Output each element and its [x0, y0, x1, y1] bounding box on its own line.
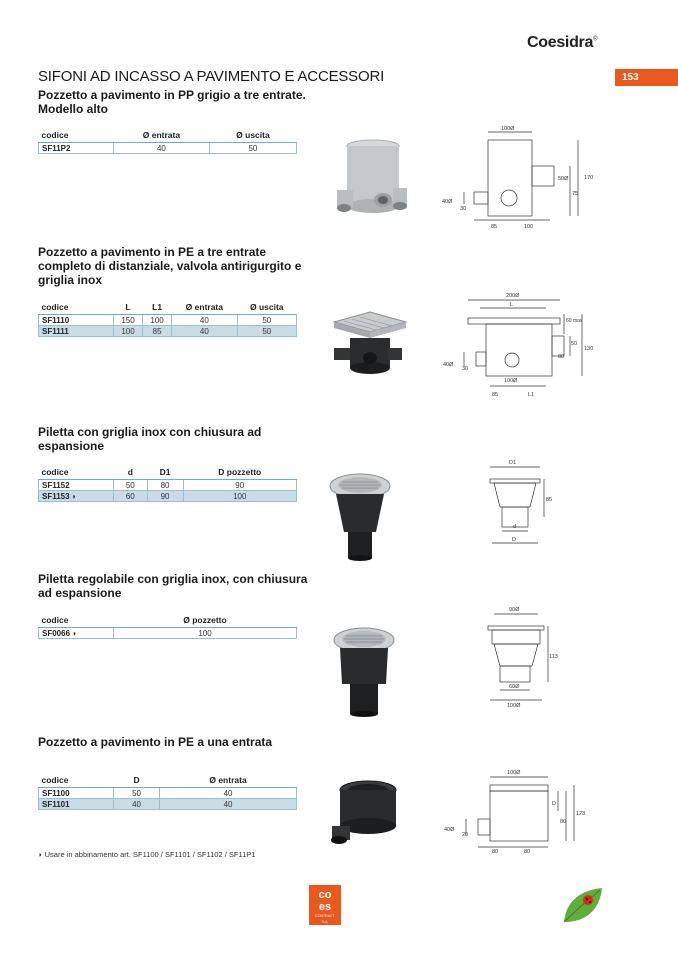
cell: 40 — [172, 315, 237, 326]
dim-label: 90Ø — [509, 607, 520, 613]
dim-label: 20 — [462, 832, 469, 838]
product-photo-single-inlet — [330, 780, 402, 850]
section-title: Pozzetto a pavimento in PP grigio a tre entrate. Modello alto — [38, 88, 306, 116]
cell: 40 — [172, 326, 237, 337]
cell: 150 — [114, 315, 143, 326]
cell: 100 — [183, 491, 296, 502]
dim-label: 100Ø — [501, 126, 515, 132]
col-header: L — [114, 302, 143, 315]
cell: 60 — [114, 491, 148, 502]
cell: 85 — [143, 326, 172, 337]
dim-label: 113 — [549, 654, 558, 660]
cell: 40 — [114, 143, 210, 154]
section-title: Piletta con griglia inox con chiusura ad espansione — [38, 425, 262, 453]
dim-label: 80 — [558, 354, 565, 360]
section-sf1100 — [38, 735, 318, 749]
spec-table-sf1100 — [38, 775, 297, 810]
dim-label: 30 — [460, 206, 467, 212]
cell: 50 — [209, 143, 296, 154]
cell-code: SF1101 — [39, 799, 114, 810]
dim-label: 130 — [584, 346, 594, 352]
cell-code: SF1110 — [39, 315, 114, 326]
table-row — [39, 491, 297, 502]
product-photo-pe-trap-grid — [330, 308, 408, 380]
table-row — [39, 788, 297, 799]
col-header: codice — [39, 775, 114, 788]
cell: 50 — [237, 315, 296, 326]
dim-label: D — [552, 801, 556, 807]
dim-label: 100 — [524, 224, 534, 230]
col-header: d — [114, 467, 148, 480]
cell: 50 — [114, 788, 160, 799]
dim-label: 200Ø — [506, 293, 520, 299]
col-header: codice — [39, 302, 114, 315]
dim-label: 80 — [560, 819, 567, 825]
page-number-badge: 153 — [615, 69, 678, 86]
page-title: SIFONI AD INCASSO A PAVIMENTO E ACCESSORI — [38, 68, 385, 85]
technical-drawing-sf11p2 — [438, 122, 598, 232]
coes-contract-logo — [309, 885, 341, 925]
cell: 50 — [237, 326, 296, 337]
cell: 90 — [183, 480, 296, 491]
table-row — [39, 480, 297, 491]
technical-drawing-sf1152 — [480, 455, 560, 550]
dim-label: 60Ø — [509, 684, 520, 690]
logo-text: S.A. — [321, 920, 329, 924]
product-photo-pp-trap — [335, 138, 410, 218]
cell-code: SF0066 ◗ — [39, 628, 114, 639]
col-header: Ø uscita — [209, 130, 296, 143]
dim-label: 85 — [491, 224, 498, 230]
dim-label: 60 max — [566, 318, 583, 324]
technical-drawing-sf1110 — [440, 288, 600, 400]
section-sf11p2 — [38, 88, 318, 116]
col-header: L1 — [143, 302, 172, 315]
technical-drawing-sf1100 — [440, 765, 590, 855]
dim-label: 100Ø — [504, 378, 518, 384]
dim-label: L1 — [528, 392, 535, 398]
dim-label: 170 — [584, 175, 594, 181]
col-header: Ø uscita — [237, 302, 296, 315]
col-header: Ø entrata — [172, 302, 237, 315]
section-title: Pozzetto a pavimento in PE a tre entrate completo di distanziale, valvola antirigurgito e griglia inox — [38, 245, 302, 287]
col-header: D pozzetto — [183, 467, 296, 480]
cell: 90 — [147, 491, 183, 502]
dim-label: 123 — [576, 811, 586, 817]
table-row — [39, 315, 297, 326]
dim-label: D1 — [509, 460, 517, 466]
cell-code: SF1152 — [39, 480, 114, 491]
dim-label: 80 — [492, 849, 499, 855]
product-photo-adjustable-drain — [332, 626, 397, 718]
dim-label: 40Ø — [442, 199, 453, 205]
dim-label: 100Ø — [507, 703, 521, 709]
dim-label: L — [510, 302, 514, 308]
col-header: Ø entrata — [114, 130, 210, 143]
cell: 80 — [147, 480, 183, 491]
cell: 100 — [114, 628, 297, 639]
col-header: D1 — [147, 467, 183, 480]
cell: 50 — [114, 480, 148, 491]
cell-code: SF1153 ◗ — [39, 491, 114, 502]
dim-label: 75 — [572, 191, 579, 197]
dim-label: d — [513, 524, 517, 530]
dim-label: 50 — [571, 341, 578, 347]
spec-table-sf11p2 — [38, 130, 297, 154]
dim-label: 80 — [524, 849, 531, 855]
dim-label: 30 — [462, 366, 469, 372]
dim-label: 40Ø — [443, 362, 454, 368]
col-header: codice — [39, 467, 114, 480]
col-header: codice — [39, 615, 114, 628]
dim-label: 100Ø — [507, 770, 521, 776]
section-sf1152 — [38, 425, 318, 453]
cell-code: SF11P2 — [39, 143, 114, 154]
cell: 100 — [143, 315, 172, 326]
table-row — [39, 799, 297, 810]
cell: 40 — [160, 788, 297, 799]
footnote: ◗ Usare in abbinamento art. SF1100 / SF1101 / SF1102 / SF11P1 — [38, 850, 256, 859]
technical-drawing-sf0066 — [482, 602, 562, 710]
section-title: Pozzetto a pavimento in PE a una entrata — [38, 735, 273, 749]
cell: 100 — [114, 326, 143, 337]
cell: 40 — [114, 799, 160, 810]
table-row — [39, 143, 297, 154]
table-row — [39, 326, 297, 337]
cell: 40 — [160, 799, 297, 810]
cell-code: SF1100 — [39, 788, 114, 799]
logo-text: CONTRACT — [315, 914, 335, 918]
dim-label: 85 — [546, 497, 553, 503]
dim-label: D — [512, 537, 516, 543]
cell-code: SF1111 — [39, 326, 114, 337]
dim-label: 50Ø — [558, 176, 569, 182]
spec-table-sf1152 — [38, 467, 297, 502]
table-row — [39, 628, 297, 639]
product-photo-drain-grid — [328, 472, 393, 562]
col-header: codice — [39, 130, 114, 143]
spec-table-sf1110 — [38, 302, 297, 337]
section-sf0066 — [38, 572, 318, 600]
dim-label: 85 — [492, 392, 499, 398]
brand-logo: Coesidra® — [527, 34, 598, 51]
col-header: D — [114, 775, 160, 788]
section-sf1110 — [38, 245, 318, 287]
dim-label: 40Ø — [444, 827, 455, 833]
col-header: Ø pozzetto — [114, 615, 297, 628]
logo-text: co — [318, 889, 332, 901]
col-header: Ø entrata — [160, 775, 297, 788]
spec-table-sf0066 — [38, 615, 297, 639]
leaf-ladybug-icon — [560, 886, 604, 926]
section-title: Piletta regolabile con griglia inox, con chiusura ad espansione — [38, 572, 308, 600]
logo-text: es — [318, 901, 332, 913]
